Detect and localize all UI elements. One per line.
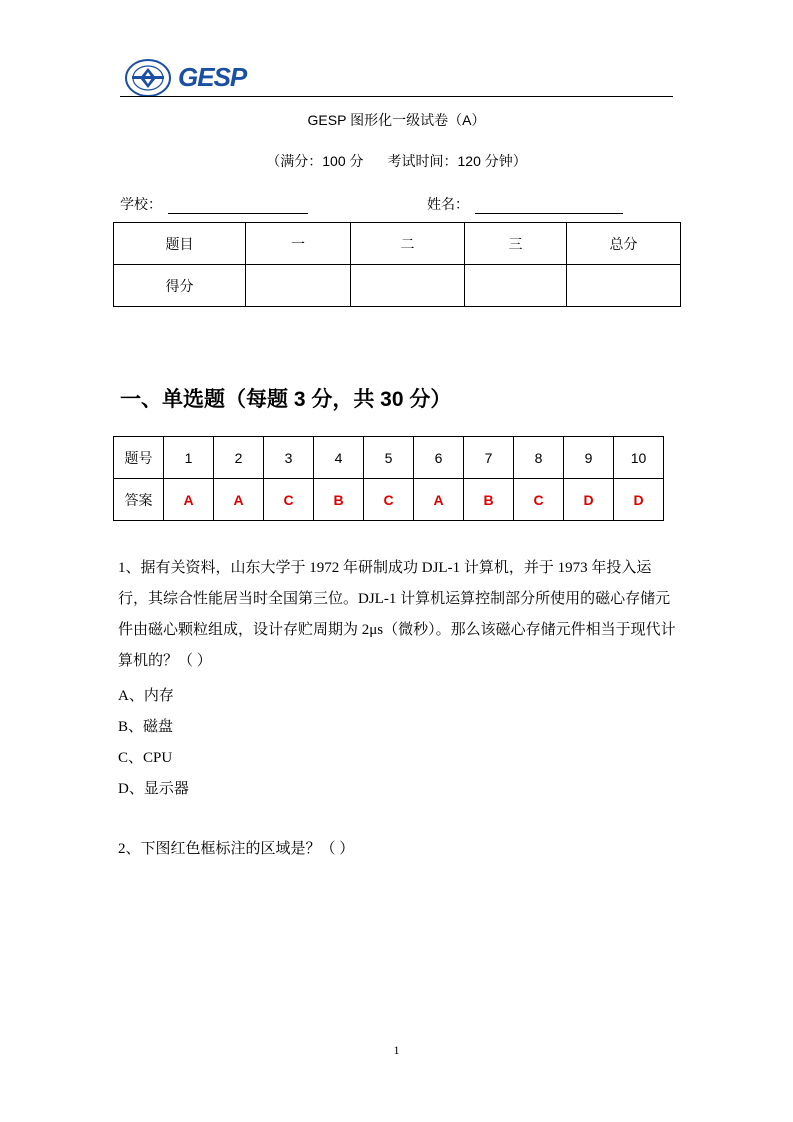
question-number: 3 (264, 437, 314, 479)
answer-cell: A (214, 479, 264, 521)
name-blank[interactable] (475, 199, 623, 214)
answer-cell: D (614, 479, 664, 521)
question-number: 4 (314, 437, 364, 479)
name-label: 姓名： (427, 196, 469, 212)
answer-cell: C (264, 479, 314, 521)
score-cell[interactable] (567, 265, 681, 307)
question-number: 6 (414, 437, 464, 479)
score-header-cell: 一 (246, 223, 351, 265)
answer-label: 答案 (114, 479, 164, 521)
question-number: 8 (514, 437, 564, 479)
exam-title: GESP 图形化一级试卷（A） (307, 112, 486, 128)
school-field (120, 194, 308, 214)
score-table-row (114, 265, 681, 307)
question-1-option-a[interactable]: A、内存 (118, 688, 174, 704)
number-label: 题号 (114, 437, 164, 479)
score-header-cell: 二 (351, 223, 465, 265)
score-row-label: 得分 (114, 265, 246, 307)
score-header-cell: 总分 (567, 223, 681, 265)
score-table (113, 222, 681, 307)
question-1-option-c[interactable]: C、CPU (118, 750, 173, 766)
question-1-option-b[interactable]: B、磁盘 (118, 719, 174, 735)
question-number: 2 (214, 437, 264, 479)
school-label: 学校： (120, 196, 162, 212)
question-number: 9 (564, 437, 614, 479)
answer-cell: C (514, 479, 564, 521)
header-rule (120, 96, 673, 97)
score-cell[interactable] (246, 265, 351, 307)
question-1-text: 1、据有关资料，山东大学于 1972 年研制成功 DJL-1 计算机，并于 1973 年投入运行，其综合性能居当时全国第三位。DJL-1 计算机运算控制部分所使用的磁心存储元件由磁心颗粒组成，设计存贮周期为 2μs（微秒）。那么该磁心存储元件相当于现代计算机的？（ ） (118, 560, 676, 669)
score-header-cell: 题目 (114, 223, 246, 265)
answer-table (113, 436, 664, 521)
score-cell[interactable] (465, 265, 567, 307)
school-blank[interactable] (168, 199, 308, 214)
answer-cell: C (364, 479, 414, 521)
page-number: 1 (393, 1043, 400, 1057)
question-number: 10 (614, 437, 664, 479)
score-header-cell: 三 (465, 223, 567, 265)
answer-cell: A (414, 479, 464, 521)
ccf-seal-icon (124, 58, 172, 98)
answer-cell: B (464, 479, 514, 521)
full-score: （满分：100 分 (266, 153, 364, 169)
answer-cell: B (314, 479, 364, 521)
answer-cell: D (564, 479, 614, 521)
answer-cell: A (164, 479, 214, 521)
section-title: 一、单选题（每题 3 分，共 30 分） (120, 388, 452, 411)
name-field (427, 194, 623, 214)
question-1-option-d[interactable]: D、显示器 (118, 781, 189, 797)
score-cell[interactable] (351, 265, 465, 307)
exam-subtitle (0, 151, 793, 171)
question-2-text: 2、下图红色框标注的区域是？（ ） (118, 841, 355, 857)
question-number: 1 (164, 437, 214, 479)
answer-row (114, 479, 664, 521)
question-number: 5 (364, 437, 414, 479)
exam-duration: 考试时间：120 分钟） (387, 153, 527, 169)
answer-number-row (114, 437, 664, 479)
gesp-logo-text: GESP (178, 62, 247, 92)
score-table-header-row (114, 223, 681, 265)
question-number: 7 (464, 437, 514, 479)
